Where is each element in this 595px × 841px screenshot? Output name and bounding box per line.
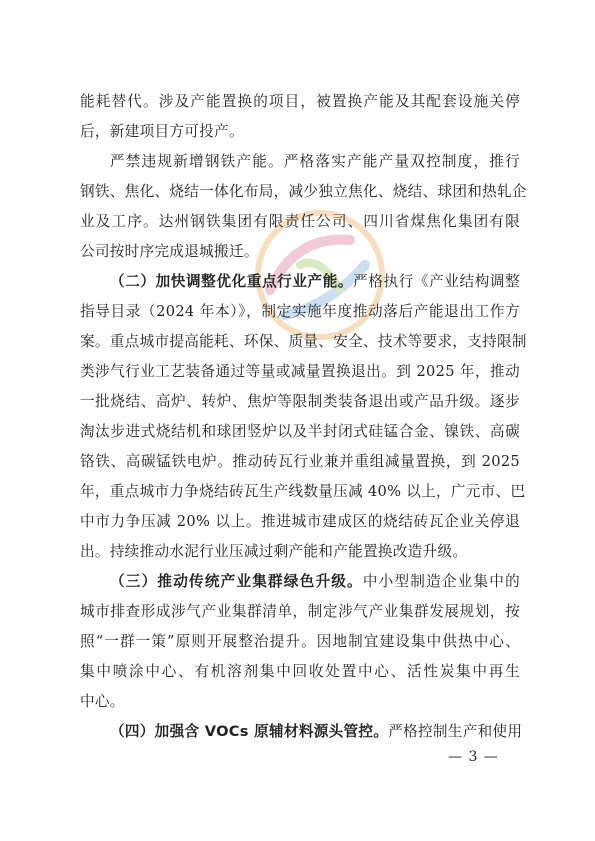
- text-line: 业及工序。达州钢铁集团有限责任公司、四川省煤焦化集团有限: [80, 213, 520, 230]
- text-line: 严禁违规新增钢铁产能。严格落实产能产量双控制度，推行: [110, 153, 520, 170]
- section-heading: （三）推动传统产业集群绿色升级。: [110, 573, 363, 590]
- text-line: 年，重点城市力争烧结砖瓦生产线数量压减 40% 以上，广元市、巴: [80, 483, 526, 500]
- section-heading: （四）加强含 VOCs 原辅材料源头管控。: [110, 723, 389, 740]
- text-line: 一批烧结、高炉、转炉、焦炉等限制类装备退出或产品升级。逐步: [80, 393, 520, 410]
- text-line: 钢铁、焦化、烧结一体化布局，减少独立焦化、烧结、球团和热轧企: [80, 183, 527, 200]
- text-line: 淘汰步进式烧结机和球团竖炉以及半封闭式硅锰合金、镍铁、高碳: [80, 423, 520, 440]
- section-heading-line: [80, 717, 523, 747]
- text-line: 城市排查形成涉气产业集群清单，制定涉气产业集群发展规划，按: [80, 603, 520, 620]
- section-text: 严格执行《产业结构调整: [353, 273, 520, 290]
- text-line: 中市力争压减 20% 以上。推进城市建成区的烧结砖瓦企业关停退: [80, 513, 520, 530]
- section-text: 中小型制造企业集中的: [362, 573, 520, 590]
- body-text: [80, 87, 527, 747]
- text-line: 中心。: [80, 693, 125, 710]
- text-line: 集中喷涂中心、有机溶剂集中回收处置中心、活性炭集中再生: [80, 663, 520, 680]
- section-heading-line: [80, 267, 520, 297]
- section-heading-line: [80, 567, 520, 597]
- text-line: 案。重点城市提高能耗、环保、质量、安全、技术等要求，支持限制: [80, 333, 527, 350]
- text-line: 指导目录（2024 年本）》，制定实施年度推动落后产能退出工作方: [80, 303, 520, 320]
- text-line: 照“一群一策”原则开展整治提升。因地制宜建设集中供热中心、: [80, 633, 520, 650]
- text-line: 后，新建项目方可投产。: [80, 123, 244, 140]
- page-number: — 3 —: [448, 749, 499, 765]
- section-text: 严格控制生产和使用: [388, 723, 523, 740]
- text-line: 能耗替代。涉及产能置换的项目，被置换产能及其配套设施关停: [80, 93, 520, 110]
- text-line: 出。持续推动水泥行业压减过剩产能和产能置换改造升级。: [80, 543, 468, 560]
- text-line: 公司按时序完成退城搬迁。: [80, 243, 259, 260]
- section-heading: （二）加快调整优化重点行业产能。: [110, 273, 354, 290]
- text-line: 类涉气行业工艺装备通过等量或减量置换退出。到 2025 年，推动: [80, 363, 520, 380]
- text-line: 铬铁、高碳锰铁电炉。推动砖瓦行业兼并重组减量置换，到 2025: [80, 453, 520, 470]
